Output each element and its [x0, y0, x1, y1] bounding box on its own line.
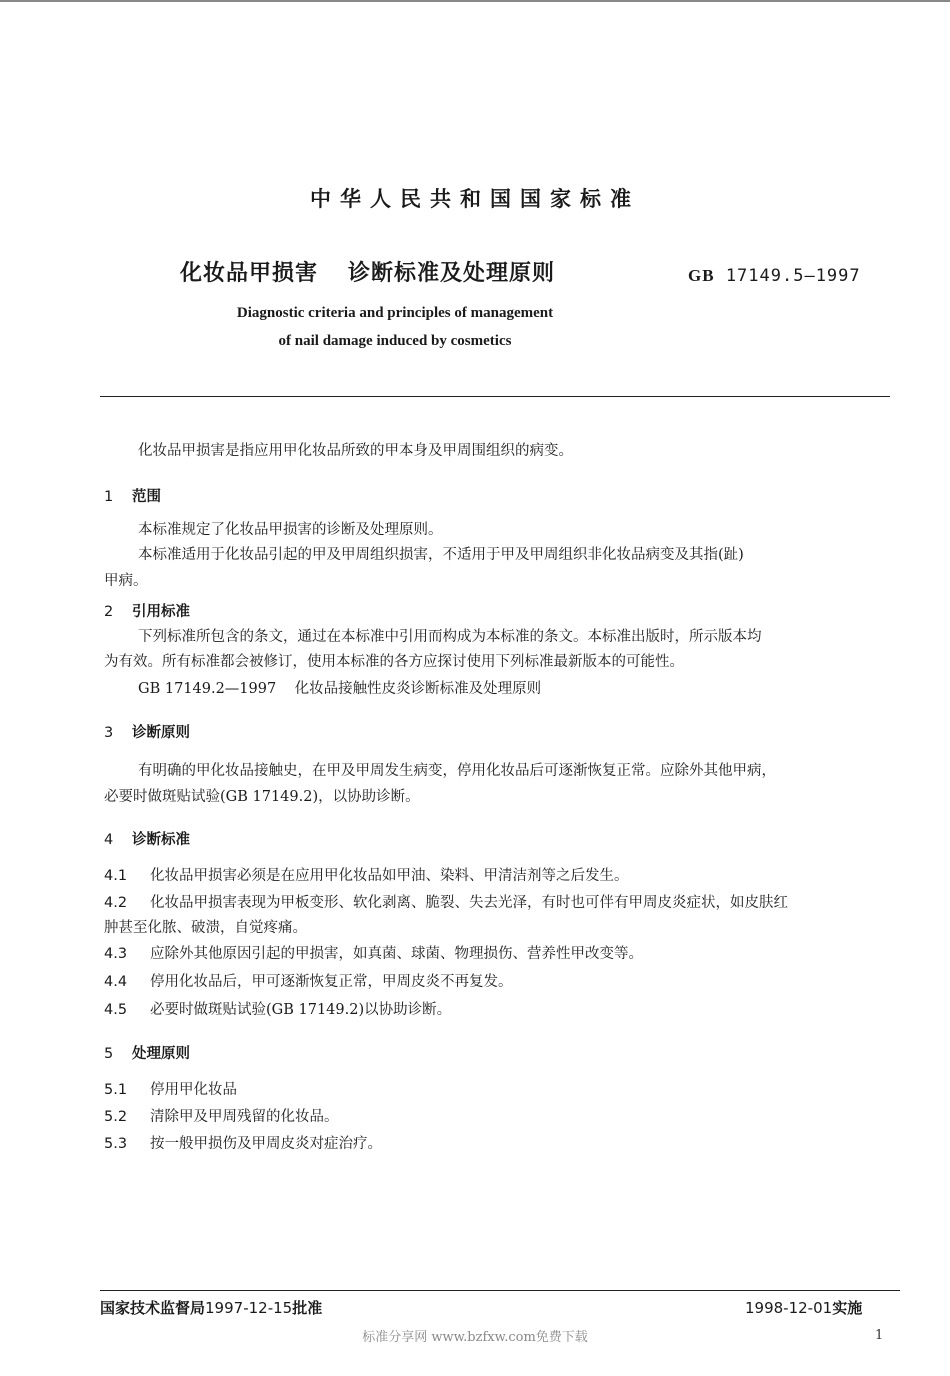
clause-number: 5.1	[104, 1082, 128, 1098]
clause-number: 4.3	[104, 946, 128, 962]
section-3-para-1: 有明确的甲化妆品接触史，在甲及甲周发生病变，停用化妆品后可逐渐恢复正常。应除外其他甲病，	[138, 763, 776, 779]
section-number: 2	[104, 604, 114, 620]
clause-number: 4.5	[104, 1002, 128, 1018]
watermark-text: 标准分享网 www.bzfxw.com免费下载	[362, 1330, 588, 1345]
clause-number: 5.3	[104, 1136, 128, 1152]
footer-divider	[100, 1290, 900, 1291]
clause-number: 4.4	[104, 974, 128, 990]
clause-4-1	[104, 866, 629, 886]
section-1-para-2-cont: 甲病。	[104, 573, 148, 589]
section-number: 5	[104, 1046, 114, 1062]
code-number: 17149.5—1997	[725, 266, 861, 286]
clause-4-2	[104, 893, 788, 913]
clause-number: 4.2	[104, 895, 128, 911]
page-number: 1	[875, 1328, 884, 1343]
clause-text: 化妆品甲损害必须是在应用甲化妆品如甲油、染料、甲清洁剂等之后发生。	[150, 868, 629, 884]
cn-title-part1: 化妆品甲损害	[180, 261, 319, 286]
section-title: 诊断原则	[132, 725, 190, 741]
section-title: 诊断标准	[132, 832, 190, 848]
clause-text: 化妆品甲损害表现为甲板变形、软化剥离、脆裂、失去光泽，有时也可伴有甲周皮炎症状，如皮肤红	[150, 895, 788, 911]
standard-code	[688, 266, 861, 286]
clause-text: 应除外其他原因引起的甲损害，如真菌、球菌、物理损伤、营养性甲改变等。	[150, 946, 643, 962]
cn-title-part2: 诊断标准及处理原则	[348, 261, 556, 286]
section-5-heading	[104, 1042, 190, 1063]
top-border	[0, 0, 950, 2]
national-standard-title: 中华人民共和国国家标准	[310, 187, 640, 211]
section-1-para-2: 本标准适用于化妆品引起的甲及甲周组织损害，不适用于甲及甲周组织非化妆品病变及其指(趾)	[138, 547, 744, 563]
section-number: 3	[104, 725, 114, 741]
implementation-line	[745, 1297, 862, 1318]
issuer: 国家技术监督局	[100, 1299, 206, 1317]
intro-paragraph: 化妆品甲损害是指应用甲化妆品所致的甲本身及甲周围组织的病变。	[138, 443, 573, 459]
clause-5-1	[104, 1080, 237, 1100]
section-1-para-1: 本标准规定了化妆品甲损害的诊断及处理原则。	[138, 522, 443, 538]
section-number: 1	[104, 489, 114, 505]
section-2-para-1: 下列标准所包含的条文，通过在本标准中引用而构成为本标准的条文。本标准出版时，所示版本均	[138, 629, 762, 645]
clause-text: 停用甲化妆品	[150, 1082, 237, 1098]
section-3-para-1-cont: 必要时做斑贴试验(GB 17149.2)，以协助诊断。	[104, 789, 420, 805]
impl-date: 1998-12-01	[745, 1299, 833, 1317]
english-title-line1: Diagnostic criteria and principles of management	[236, 305, 554, 321]
issue-word: 批准	[292, 1299, 323, 1317]
clause-text: 必要时做斑贴试验(GB 17149.2)以协助诊断。	[150, 1002, 452, 1018]
clause-5-3	[104, 1134, 382, 1154]
clause-number: 5.2	[104, 1109, 128, 1125]
chinese-title	[180, 256, 555, 287]
clause-4-5	[104, 1000, 451, 1020]
section-number: 4	[104, 832, 114, 848]
clause-text: 清除甲及甲周残留的化妆品。	[150, 1109, 339, 1125]
section-2-heading	[104, 600, 190, 621]
section-title: 引用标准	[132, 604, 190, 620]
code-prefix: GB	[688, 266, 715, 285]
clause-number: 4.1	[104, 868, 128, 884]
header-divider	[100, 396, 890, 397]
clause-4-2-cont: 肿甚至化脓、破溃，自觉疼痛。	[104, 920, 307, 936]
clause-text: 停用化妆品后，甲可逐渐恢复正常，甲周皮炎不再复发。	[150, 974, 513, 990]
clause-4-4	[104, 972, 513, 992]
section-2-para-1-cont: 为有效。所有标准都会被修订，使用本标准的各方应探讨使用下列标准最新版本的可能性。	[104, 654, 684, 670]
section-title: 处理原则	[132, 1046, 190, 1062]
section-title: 范围	[132, 489, 161, 505]
clause-text: 按一般甲损伤及甲周皮炎对症治疗。	[150, 1136, 382, 1152]
referenced-standard: GB 17149.2—1997 化妆品接触性皮炎诊断标准及处理原则	[138, 681, 542, 697]
section-1-heading	[104, 485, 161, 506]
english-title-line2: of nail damage induced by cosmetics	[278, 333, 512, 349]
section-3-heading	[104, 721, 190, 742]
approval-line	[100, 1297, 322, 1318]
issue-date: 1997-12-15	[205, 1299, 293, 1317]
clause-5-2	[104, 1107, 339, 1127]
clause-4-3	[104, 944, 643, 964]
section-4-heading	[104, 828, 190, 849]
impl-word: 实施	[832, 1299, 863, 1317]
